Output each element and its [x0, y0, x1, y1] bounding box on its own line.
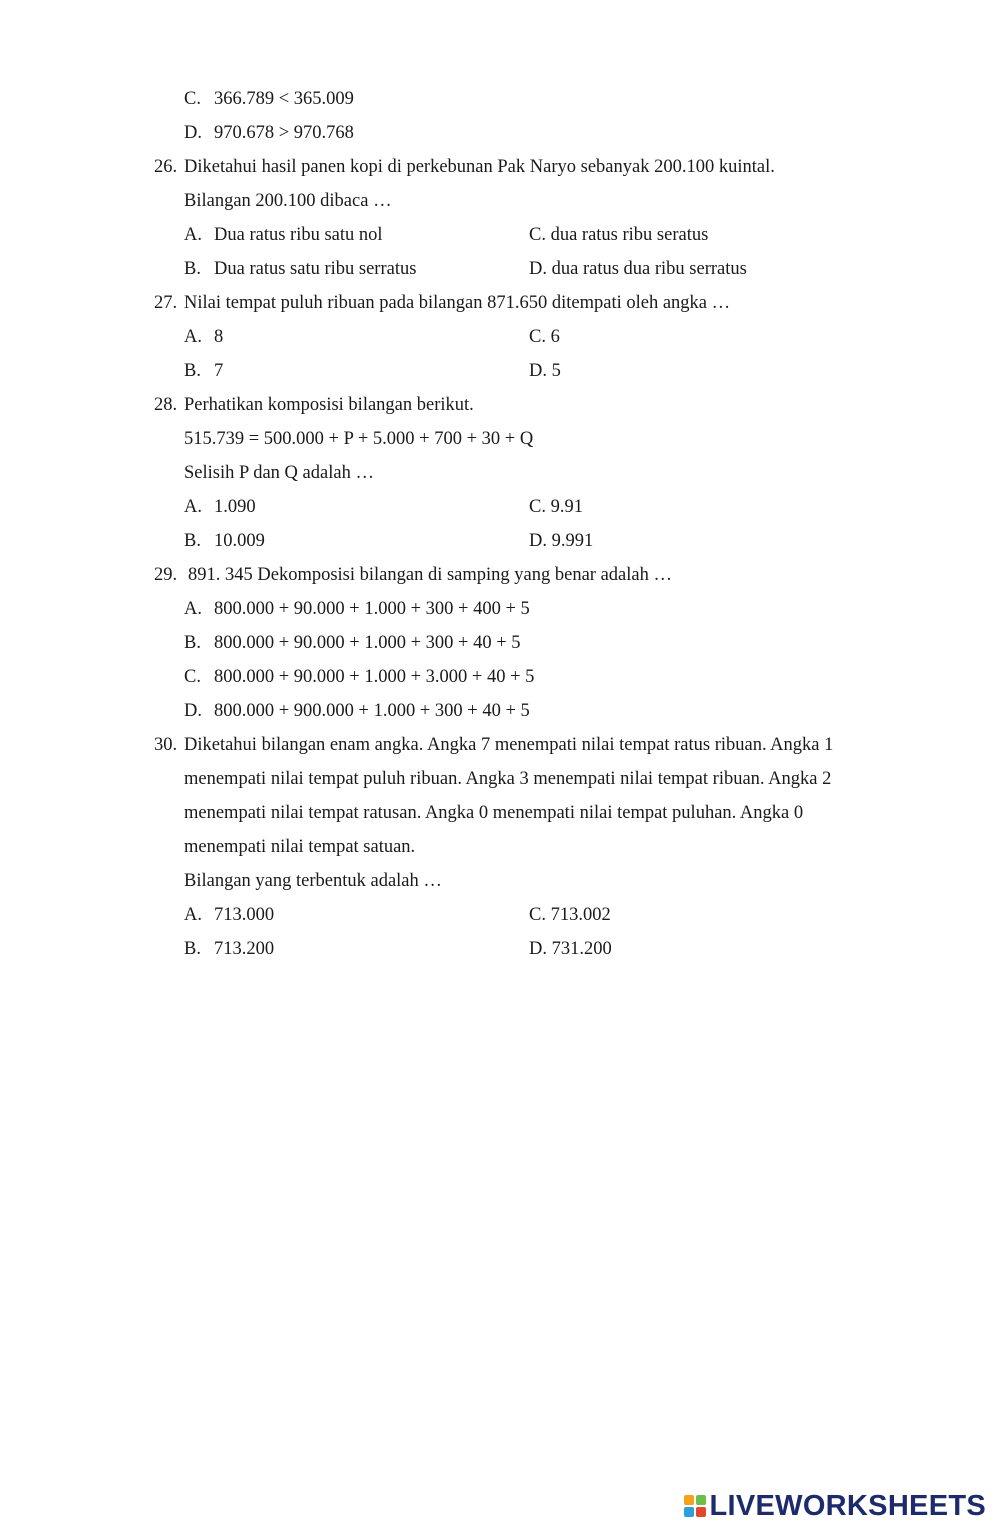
option-text: 800.000 + 90.000 + 1.000 + 300 + 400 + 5 — [214, 599, 530, 619]
liveworksheets-logo — [684, 1489, 987, 1523]
question-number: 29. — [154, 565, 178, 585]
option-text: 713.200 — [214, 939, 275, 959]
option-text: 800.000 + 90.000 + 1.000 + 3.000 + 40 + 5 — [214, 667, 535, 687]
question-text: Nilai tempat puluh ribuan pada bilangan 871.650 ditempati oleh angka … — [184, 293, 731, 313]
option-letter: C. — [184, 89, 201, 109]
q26-option-a — [184, 222, 383, 248]
option-text: 7 — [214, 361, 224, 381]
option-letter: A. — [184, 327, 202, 347]
question-text: 515.739 = 500.000 + P + 5.000 + 700 + 30 + Q — [184, 429, 534, 449]
question-number: 30. — [154, 735, 178, 755]
option-letter: B. — [184, 939, 201, 959]
option-text: 1.090 — [214, 497, 256, 517]
question-text: menempati nilai tempat satuan. — [184, 837, 416, 857]
option-letter: D. — [184, 701, 202, 721]
q30-option-c: C. 713.002 — [529, 905, 611, 925]
option-letter: B. — [184, 259, 201, 279]
liveworksheets-logo-icon — [684, 1495, 706, 1517]
option-text: 800.000 + 90.000 + 1.000 + 300 + 40 + 5 — [214, 633, 521, 653]
question-text: 891. 345 Dekomposisi bilangan di samping yang benar adalah … — [188, 565, 672, 585]
option-letter: B. — [184, 633, 201, 653]
option-text: 970.678 > 970.768 — [214, 123, 354, 143]
logo-square-4 — [696, 1507, 706, 1517]
option-text: 713.000 — [214, 905, 275, 925]
q28-option-b — [184, 528, 265, 554]
option-letter: A. — [184, 905, 202, 925]
question-text: Selisih P dan Q adalah … — [184, 463, 374, 483]
option-text: 10.009 — [214, 531, 265, 551]
q27-option-b — [184, 358, 223, 384]
option-text: 8 — [214, 327, 224, 347]
question-text: menempati nilai tempat puluh ribuan. Angka 3 menempati nilai tempat ribuan. Angka 2 — [184, 769, 832, 789]
option-letter: A. — [184, 225, 202, 245]
question-number: 27. — [154, 293, 178, 313]
question-text: Bilangan 200.100 dibaca … — [184, 191, 392, 211]
question-text: Bilangan yang terbentuk adalah … — [184, 871, 442, 891]
q28-option-d: D. 9.991 — [529, 531, 594, 551]
logo-square-3 — [684, 1507, 694, 1517]
q30-option-b — [184, 936, 274, 962]
q27-option-a — [184, 324, 223, 350]
question-text: menempati nilai tempat ratusan. Angka 0 menempati nilai tempat puluhan. Angka 0 — [184, 803, 804, 823]
question-number: 28. — [154, 395, 178, 415]
logo-text: LIVEWORKSHEETS — [709, 1489, 986, 1522]
q27-option-d: D. 5 — [529, 361, 561, 381]
question-number: 26. — [154, 157, 178, 177]
option-letter: D. — [184, 123, 202, 143]
q28-option-c: C. 9.91 — [529, 497, 583, 517]
option-letter: A. — [184, 497, 202, 517]
q28-option-a — [184, 494, 256, 520]
option-text: Dua ratus satu ribu serratus — [214, 259, 417, 279]
question-text: Perhatikan komposisi bilangan berikut. — [184, 395, 474, 415]
option-text: 366.789 < 365.009 — [214, 89, 354, 109]
logo-square-2 — [696, 1495, 706, 1505]
q27-option-c: C. 6 — [529, 327, 560, 347]
q30-option-a — [184, 902, 274, 928]
option-text: 800.000 + 900.000 + 1.000 + 300 + 40 + 5 — [214, 701, 530, 721]
option-letter: A. — [184, 599, 202, 619]
option-letter: C. — [184, 667, 201, 687]
q26-option-c: C. dua ratus ribu seratus — [529, 225, 709, 245]
question-text: Diketahui hasil panen kopi di perkebunan Pak Naryo sebanyak 200.100 kuintal. — [184, 157, 775, 177]
logo-square-1 — [684, 1495, 694, 1505]
question-text: Diketahui bilangan enam angka. Angka 7 menempati nilai tempat ratus ribuan. Angka 1 — [184, 735, 834, 755]
q30-option-d: D. 731.200 — [529, 939, 612, 959]
q26-option-d: D. dua ratus dua ribu serratus — [529, 259, 747, 279]
option-text: Dua ratus ribu satu nol — [214, 225, 383, 245]
option-letter: B. — [184, 361, 201, 381]
option-letter: B. — [184, 531, 201, 551]
q26-option-b — [184, 256, 416, 282]
